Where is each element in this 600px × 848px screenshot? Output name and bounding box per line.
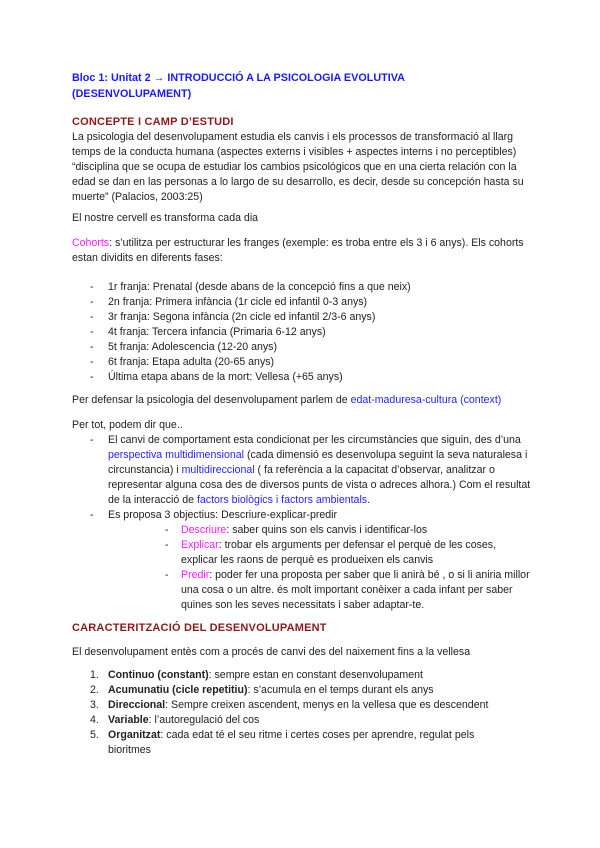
text: : saber quins son els canvis i identificar-los <box>226 524 428 536</box>
list-item <box>72 355 534 370</box>
text: El canvi de comportament esta condicionat per les circumstàncies que siguin, des d’una <box>108 434 521 446</box>
defend-text: Per defensar la psicologia del desenvolupament parlem de <box>72 394 351 406</box>
list-item <box>72 508 534 613</box>
list-item <box>72 728 517 758</box>
text: : poder fer una proposta per saber que li anirà bé , o si li aniria millor una cosa o un altre. és molt important conèixer a cada infant per saber quines son les seves necessitats i saber adaptar-te. <box>181 569 530 611</box>
phase-text: 5t franja: Adolescencia (12-20 anys) <box>108 341 278 353</box>
text: : cada edat té el seu ritme i certes coses per aprendre, regulat pels bioritmes <box>108 729 475 756</box>
objectives-list <box>72 523 534 613</box>
defend-paragraph <box>72 393 552 408</box>
title-line: Bloc 1: Unitat 2 → INTRODUCCIÓ A LA PSICOLOGIA EVOLUTIVA <box>72 72 405 84</box>
text: : sempre estan en constant desenvolupament <box>208 669 423 681</box>
term: Acumunatiu (cicle repetitiu) <box>108 684 248 696</box>
document-page <box>72 70 534 758</box>
bullet: - <box>90 326 94 338</box>
cohorts-text: : s’utilitza per estructurar les franges (exemple: es troba entre els 3 i 6 anys). Els cohorts estan dividits en diferents fases: <box>72 237 524 264</box>
section-heading-concepte: CONCEPTE I CAMP D’ESTUDI <box>72 116 234 128</box>
term: Organitzat <box>108 729 161 741</box>
phases-list <box>72 280 534 385</box>
phase-text: 3r franja: Segona infància (2n cicle ed infantil 2/3-6 anys) <box>108 311 376 323</box>
list-item <box>72 370 534 385</box>
phase-text: 1r franja: Prenatal (desde abans de la concepció fins a que neix) <box>108 281 411 293</box>
list-item <box>72 340 534 355</box>
phase-text: Última etapa abans de la mort: Vellesa (+65 anys) <box>108 371 343 383</box>
brain-text: El nostre cervell es transforma cada dia <box>72 212 259 224</box>
term: Descriure <box>181 524 227 536</box>
list-item <box>72 310 534 325</box>
bullet: - <box>165 569 169 581</box>
bullet: - <box>90 311 94 323</box>
text: : l’autoregulació del cos <box>148 714 260 726</box>
list-item <box>72 683 517 698</box>
number: 1. <box>90 669 99 681</box>
text: ( fa referència a la capacitat d’observar, analitzar o representar alguna cosa des de diversos punts de vista o adreces alhora.) Com el resultat de la interacció de <box>108 464 531 506</box>
intro-paragraph <box>72 130 534 205</box>
bullet: - <box>90 341 94 353</box>
bullet: - <box>165 524 169 536</box>
number: 4. <box>90 714 99 726</box>
text: Es proposa 3 objectius: Descriure-explicar-predir <box>108 509 338 521</box>
text: (cada dimensió es desenvolupa seguint la seva naturalesa i circunstancia) i <box>108 449 528 476</box>
list-item <box>72 698 517 713</box>
phase-text: 2n franja: Primera infància (1r cicle ed infantil 0-3 anys) <box>108 296 368 308</box>
list-item <box>72 295 534 310</box>
number: 2. <box>90 684 99 696</box>
list-item <box>72 280 534 295</box>
bullet: - <box>90 509 94 521</box>
cohorts-paragraph <box>72 236 534 266</box>
bullet: - <box>90 434 94 446</box>
characteristics-list <box>72 668 517 758</box>
list-item <box>72 538 534 568</box>
term: Direccional <box>108 699 166 711</box>
term: factors biològics i factors ambientals <box>196 494 368 506</box>
number: 5. <box>90 729 99 741</box>
pertot-text: Per tot, podem dir que.. <box>72 419 183 431</box>
term: Explicar <box>181 539 219 551</box>
phase-text: 4t franja: Tercera infancia (Primaria 6-12 anys) <box>108 326 326 338</box>
conclusions-list <box>72 433 534 613</box>
list-item <box>72 433 534 508</box>
term: Predir <box>181 569 210 581</box>
document-title <box>72 70 534 102</box>
cohorts-term: Cohorts <box>72 237 110 249</box>
bullet: - <box>165 539 169 551</box>
term: Continuo (constant) <box>108 669 209 681</box>
list-item <box>72 668 517 683</box>
section-heading-caracteritzacio: CARACTERITZACIÓ DEL DESENVOLUPAMENT <box>72 622 327 634</box>
list-item <box>72 325 534 340</box>
definition-text: La psicologia del desenvolupament estudia els canvis i els processos de transformació al llarg temps de la conducta humana (aspectes externs i visibles + aspectes interns i no perceptibles) <box>72 131 517 158</box>
bullet: - <box>90 356 94 368</box>
number: 3. <box>90 699 99 711</box>
bullet: - <box>90 371 94 383</box>
section2-intro: El desenvolupament entès com a procés de canvi des del naixement fins a la vellesa <box>72 646 471 658</box>
list-item <box>72 523 534 538</box>
list-item <box>72 713 517 728</box>
text: : s’acumula en el temps durant els anys <box>247 684 434 696</box>
term: Variable <box>108 714 149 726</box>
text: . <box>367 494 371 506</box>
context-term: edat-maduresa-cultura (context) <box>350 394 502 406</box>
text: : Sempre creixen ascendent, menys en la vellesa que es descendent <box>165 699 489 711</box>
bullet: - <box>90 296 94 308</box>
term: perspectiva multidimensional <box>108 449 245 461</box>
bullet: - <box>90 281 94 293</box>
text: : trobar els arguments per defensar el perquè de les coses, explicar les raons de perquè es produeixen els canvis <box>181 539 497 566</box>
list-item <box>72 568 534 613</box>
quote-text: “disciplina que se ocupa de estudiar los cambios psicológicos que en una cierta relación con la edad se dan en las personas a lo largo de su desarrollo, es decir, desde su concepción hasta su muerte” (Palacios, 2003:25) <box>72 161 524 203</box>
term: multidireccional <box>181 464 255 476</box>
title-line: (DESENVOLUPAMENT) <box>72 88 192 100</box>
phase-text: 6t franja: Etapa adulta (20-65 anys) <box>108 356 275 368</box>
